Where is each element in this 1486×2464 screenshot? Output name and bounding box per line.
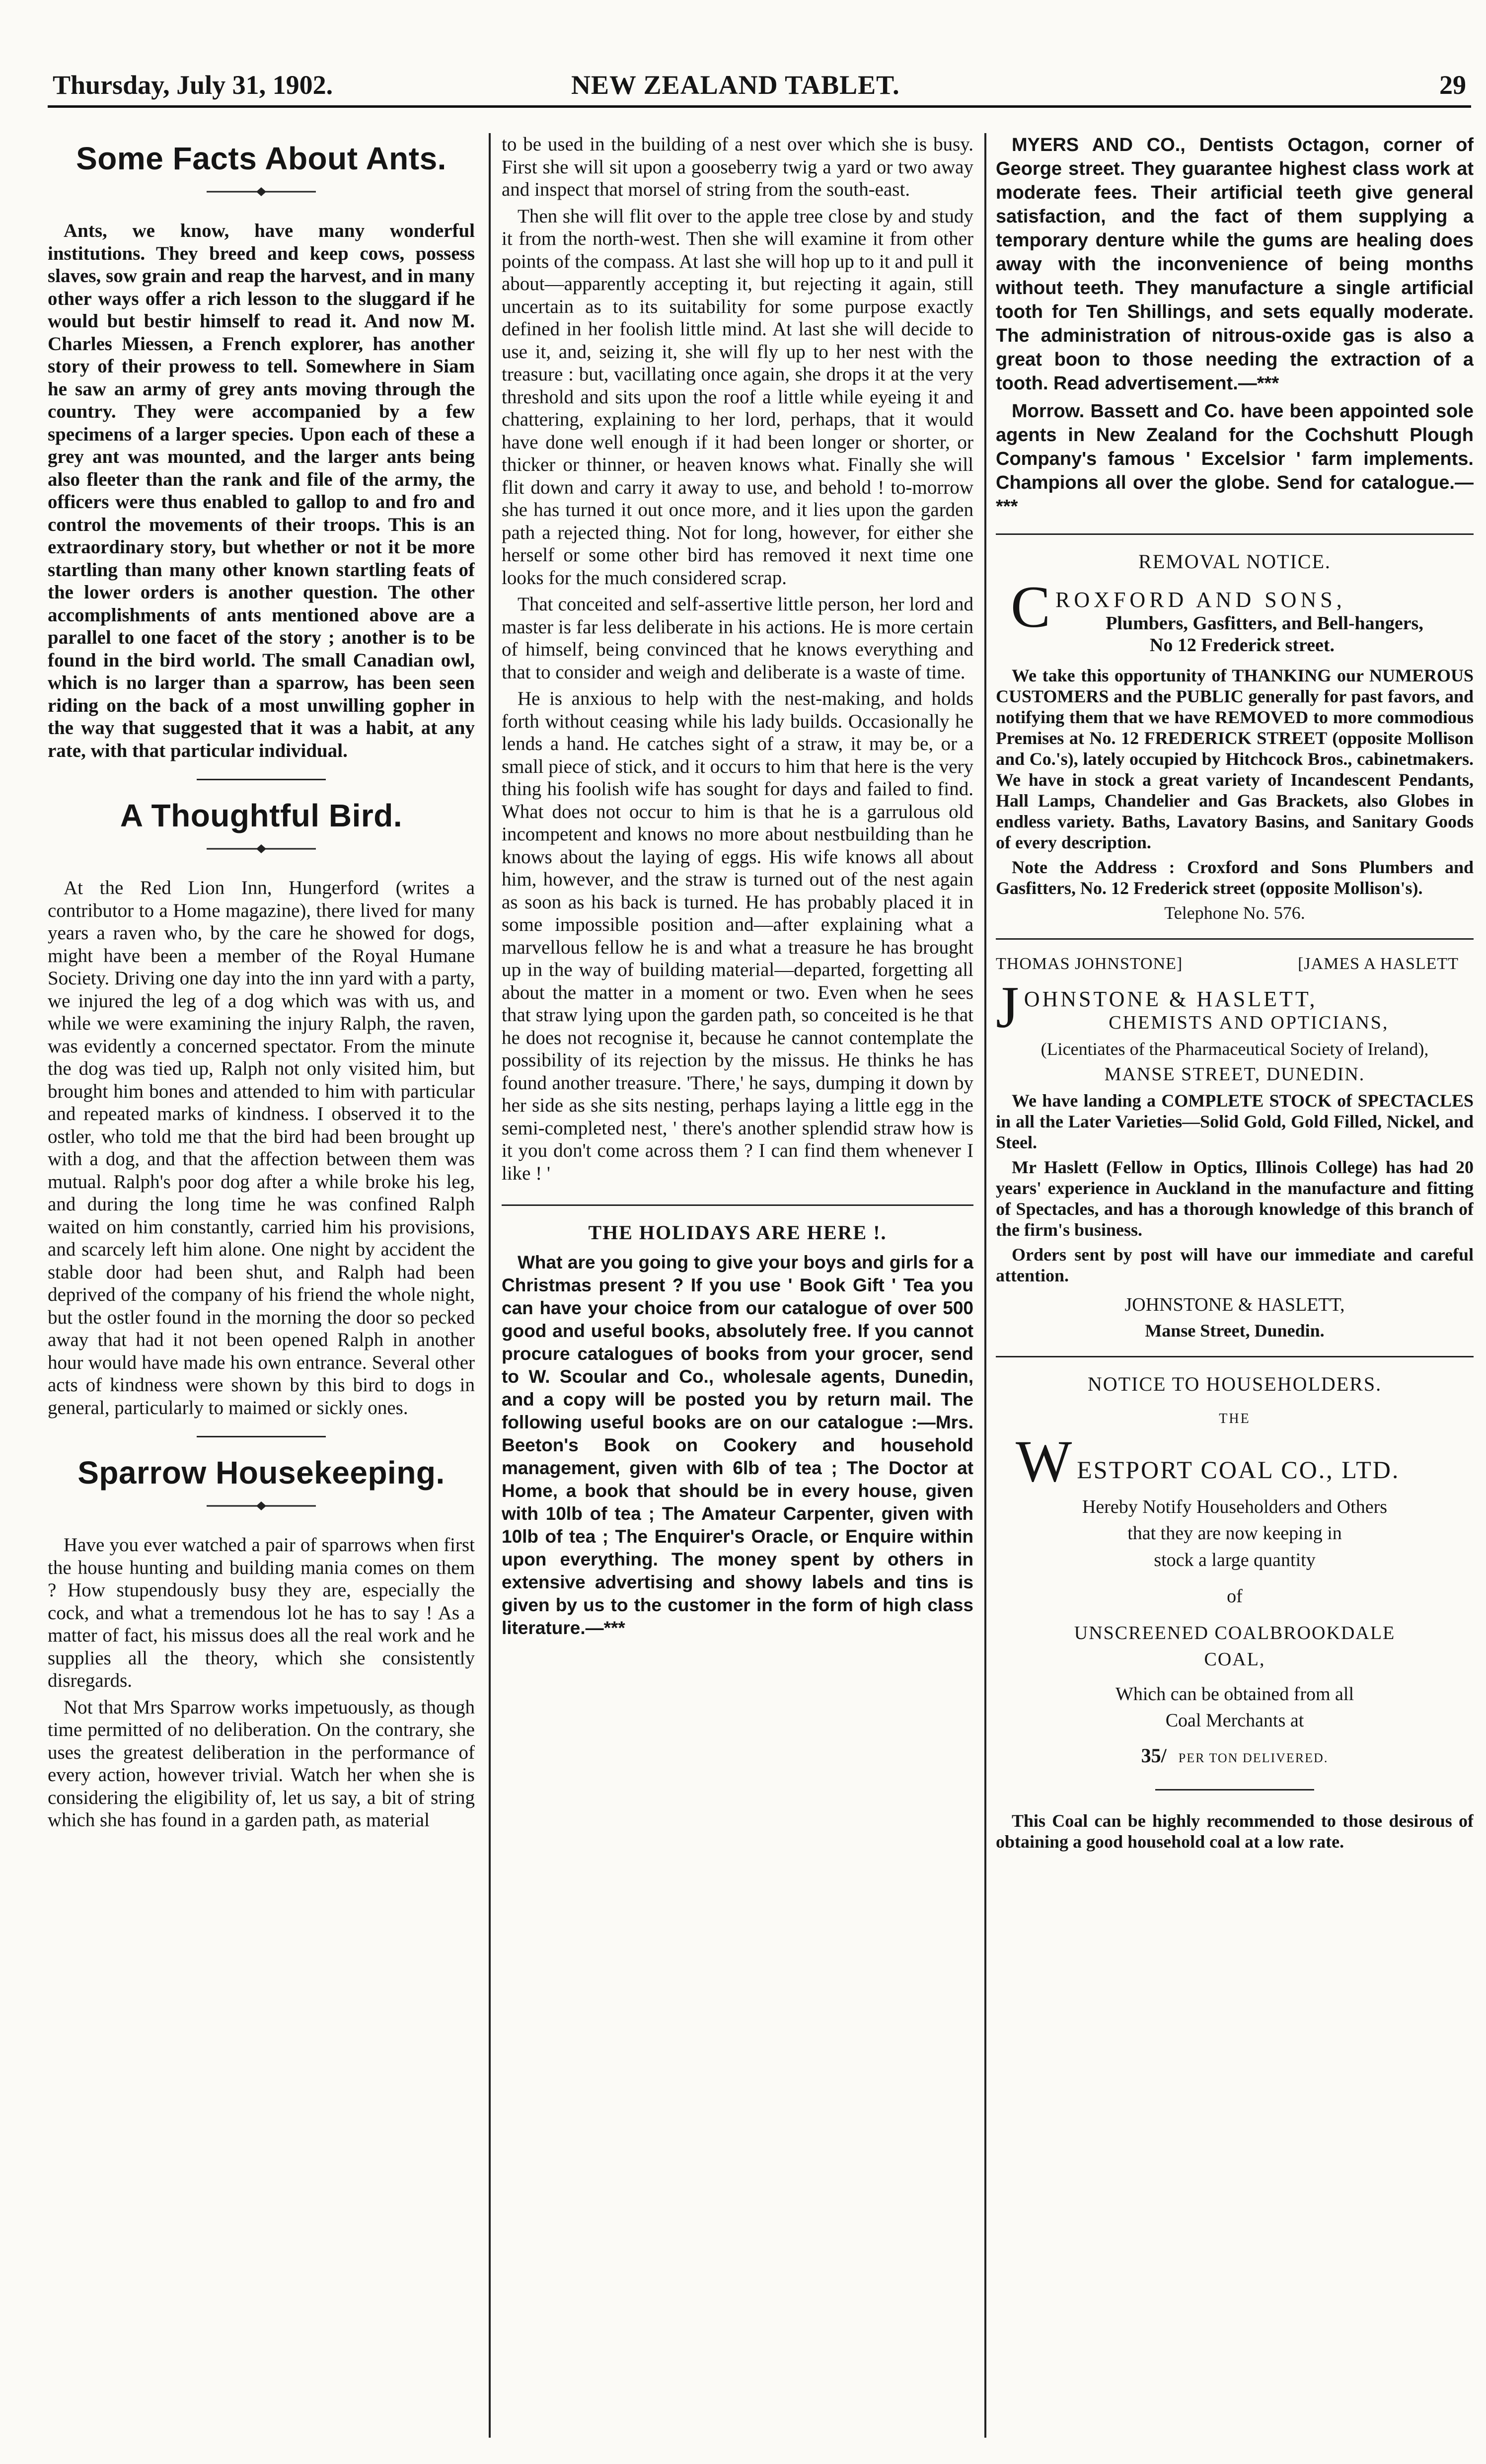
westport-line: Coal Merchants at (1165, 1710, 1304, 1731)
johnstone-names (996, 955, 1474, 977)
removal-title: REMOVAL NOTICE. (1138, 550, 1331, 573)
morrow-paragraph: Morrow. Bassett and Co. have been appointed sole agents in New Zealand for the Cochshutt Plough Company's famous ' Excelsior ' farm implements. Champions all over the globe. Send for catalogue.—*** (996, 401, 1474, 517)
bird-paragraph: At the Red Lion Inn, Hungerford (writes a contributor to a Home magazine), there lived for many years a raven who, by the care he showed for dogs, might have been a member of the Royal Humane Society. Driving one day into the inn yard with a party, we injured the leg of a dog which was with us, and while we were examining the injury Ralph, the raven, was evidently a concerned spectator. From the minute the dog was tied up, Ralph not only visited him, but brought him bones and attended to him with particular and repeated marks of kindness. I observed it to the ostler, who told me that the bird had been brought up with a dog, and that the affection between them was mutual. Ralph's poor dog after a while broke his leg, and during the long time he was confined Ralph waited on him constantly, carried him his provisions, and scarcely left him alone. One night by accident the stable door had been shut, and Ralph had been deprived of the company of his friend the whole night, but the ostler found in the morning the door so pecked away that had it not been opened Ralph in another hour would have made his own entrance. Several other acts of kindness were shown by this bird to dogs in general, particularly to maimed or sickly ones. (48, 877, 475, 1419)
johnstone-firm: OHNSTONE & HASLETT, (1024, 987, 1318, 1011)
ants-paragraph: Ants, we know, have many wonderful institutions. They breed and keep cows, possess slaves, sow grain and reap the harvest, and in many other ways offer a rich lesson to the sluggard if he would but bestir himself to read it. And now M. Charles Miessen, a French explorer, has another story of their prowess to tell. Somewhere in Siam he saw an army of grey ants moving through the country. They were accompanied by a few specimens of a larger species. Upon each of these a grey ant was mounted, and the larger ants being also fleeter than the rank and file of the army, the officers were thus enabled to gallop to and fro and control the movements of their troops. This is an extraordinary story, but whether or not it be more startling than many other known startling feats of the lower orders is another question. The other accomplishments of ants mentioned above are a parallel to one facet of the story ; another is to be found in the bird world. The small Canadian owl, which is no larger than a sparrow, has been seen riding on the back of a most unwilling gopher in the way that suggested that it was a habit, at any rate, with that particular individual. (48, 220, 475, 761)
sparrow-paragraph: Then she will flit over to the apple tree close by and study it from the north-west. Then she will examine it from other points of the compass. At last she will hop up to it and pull it about—apparently accepting it, but rejecting it again, still uncertain as to its suitability for some purpose exactly defined in her foolish little mind. At last she will decide to use it, and, seizing it, she will fly up to her nest with the treasure : but, vacillating once again, she drops it at the very threshold and sits upon the roof a little while eyeing it and chattering, explaining to her lord, perhaps, that it would have done well enough if it had been longer or shorter, or thicker or thinner, or heaven knows what. Finally she will flit down and carry it away to use, and behold ! to-morrow she has turned it out once more, and it lies upon the garden path a rejected thing. Not for long, however, for either she herself or some other bird has removed it next time one looks for the much considered scrap. (502, 205, 973, 589)
westport-line: that they are now keeping in (1127, 1523, 1342, 1544)
ants-heading: Some Facts About Ants. (76, 141, 446, 176)
westport-line: Hereby Notify Householders and Others (1082, 1496, 1388, 1517)
johnstone-licence: (Licentiates of the Pharmaceutical Society of Ireland), (1040, 1039, 1429, 1059)
myers-paragraph: MYERS AND CO., Dentists Octagon, corner of George street. They guarantee highest class work at moderate fees. Their artificial teeth give general satisfaction, and the fact of them supplying a temporary denture while the gums are healing does away with the inconvenience of being months without teeth. They manufacture a single artificial tooth for Ten Shillings, and sets equally moderate. The administration of nitrous-oxide gas is also a great boon to those needing the extraction of a tooth. Read advertisement.—*** (996, 135, 1474, 394)
westport-closing: This Coal can be highly recommended to those desirous of obtaining a good household coal at a low rate. (996, 1811, 1474, 1852)
removal-note: Note the Address : Croxford and Sons Plumbers and Gasfitters, No. 12 Frederick street (opposite Mollison's). (996, 857, 1474, 898)
section-rule (502, 1204, 973, 1206)
johnstone-body: Mr Haslett (Fellow in Optics, Illinois College) has had 20 years' experience in Auckland in the manufacture and fitting of Spectacles, and has a thorough knowledge of this branch of the firm's business. (996, 1157, 1474, 1240)
holidays-paragraph: What are you going to give your boys and girls for a Christmas present ? If you use ' Book Gift ' Tea you can have your choice from our catalogue of over 500 good and useful books, absolutely free. If you cannot procure catalogues of books from your grocer, send to W. Scoular and Co., wholesale agents, Dunedin, and a copy will be posted you by return mail. The following useful books are on our catalogue :—Mrs. Beeton's Book on Cookery and household management, given with 6lb of tea ; The Doctor at Home, a book that should be in every house, given with 10lb of tea ; The Amateur Carpenter, given with 10lb of tea ; The Enquirer's Oracle, or Enquire within upon everything. The money spent by others in extensive advertising and showy labels and tins is given by us to the customer in the form of high class literature.—*** (502, 1252, 973, 1638)
column-2 (502, 133, 973, 2438)
johnstone-name-left: THOMAS JOHNSTONE] (996, 955, 1183, 973)
sparrow-paragraph: Have you ever watched a pair of sparrows when first the house hunting and building mania comes on them ? How stupendously busy they are, especially the cock, and what a tremendous lot he has to say ! As a matter of fact, his missus does all the real work and he supplies all the theory, which she consistently disregards. (48, 1534, 475, 1691)
johnstone-body: We have landing a COMPLETE STOCK of SPECTACLES in all the Later Varieties—Solid Gold, Gold Filled, Nickel, and Steel. (996, 1090, 1474, 1152)
sparrow-heading: Sparrow Housekeeping. (77, 1455, 445, 1491)
westport-price-note: PER TON DELIVERED. (1178, 1750, 1329, 1765)
section-rule (1155, 1789, 1314, 1791)
johnstone-street: MANSE STREET, DUNEDIN. (1104, 1064, 1365, 1085)
page-number: 29 (1439, 70, 1466, 100)
westport-coal: UNSCREENED COALBROOKDALE (1074, 1622, 1396, 1643)
johnstone-sign: JOHNSTONE & HASLETT, (1124, 1294, 1345, 1315)
sparrow-paragraph: That conceited and self-assertive little person, her lord and master is far less deliberate in his actions. He is more certain of himself, being convinced that he knows everything and that to consider and weigh and deliberate is a waste of time. (502, 594, 973, 683)
westport-price-line (996, 1744, 1474, 1770)
westport-price: 35/ (1141, 1744, 1167, 1767)
westport-title: NOTICE TO HOUSEHOLDERS. (1087, 1373, 1382, 1395)
column-divider (984, 133, 986, 2438)
westport-of: of (1227, 1586, 1243, 1607)
croxford-dropcap: C (1011, 580, 1051, 640)
sparrow-paragraph: Not that Mrs Sparrow works impetuously, as though time permitted of no deliberation. On the contrary, she uses the greatest deliberation in the performance of every action, however trivial. Watch her when she is considering the eligibility of, let us say, a bit of string which she has found in a garden path, as material (48, 1696, 475, 1831)
westport-dropcap: W (1016, 1434, 1072, 1486)
newspaper-title: NEW ZEALAND TABLET. (571, 70, 900, 100)
westport-the: THE (1219, 1411, 1251, 1426)
johnstone-trade: CHEMISTS AND OPTICIANS, (1109, 1012, 1389, 1033)
column-1 (48, 133, 475, 2438)
column-3 (996, 133, 1474, 2438)
sparrow-paragraph: He is anxious to help with the nest-making, and holds forth without ceasing while his lady builds. Occasionally he lends a hand. He catches sight of a straw, it may be, or a small piece of stick, and it occurs to him that here is the very thing his foolish wife has sought for days and failed to find. What does not occur to him is that he is a garrulous old incompetent and knows no more about nestbuilding than he knows about the laying of eggs. His wife knows all about him, however, and the straw is turned out of the nest again as soon as his back is turned. He has probably placed it in some impossible position and—after explaining what a marvellous fellow he is and what a treasure he has brought up in the way of building material—departed, forgetting all about the matter in a moment or two. Even when he sees that straw lying upon the garden path, so conceited is he that he does not recognise it, because he cannot contemplate the possibility of its rejection by the missus. He thinks he has found another treasure. 'There,' he says, dumping it down by her side as she sits nesting, perhaps laying a little egg in the semi-completed nest, ' there's another splendid straw how is it you don't come across them ? I can find them whenever I like ! ' (502, 688, 973, 1184)
croxford-firm: ROXFORD AND SONS, (1055, 588, 1346, 612)
section-rule (996, 1356, 1474, 1357)
section-rule (197, 779, 326, 780)
croxford-address: No 12 Frederick street. (1149, 635, 1335, 656)
bird-heading: A Thoughtful Bird. (120, 798, 403, 833)
issue-date: Thursday, July 31, 1902. (53, 70, 333, 100)
masthead (49, 59, 1470, 98)
johnstone-dropcap: J (996, 980, 1019, 1034)
section-rule (197, 1436, 326, 1437)
westport-block (1016, 1434, 1474, 1486)
croxford-trade: Plumbers, Gasfitters, and Bell-hangers, (1106, 613, 1423, 634)
johnstone-sign-address: Manse Street, Dunedin. (1145, 1321, 1325, 1341)
removal-telephone: Telephone No. 576. (1164, 903, 1305, 923)
section-rule (996, 533, 1474, 535)
westport-coal: COAL, (1204, 1649, 1265, 1670)
croxford-block (1011, 580, 1474, 656)
ornament-divider (197, 843, 326, 855)
holidays-heading: THE HOLIDAYS ARE HERE !. (588, 1221, 887, 1244)
masthead-rule (48, 105, 1471, 108)
ornament-divider (197, 1500, 326, 1512)
column-divider (489, 133, 491, 2438)
westport-line: stock a large quantity (1154, 1549, 1316, 1570)
westport-firm: ESTPORT COAL CO., LTD. (1077, 1455, 1400, 1484)
johnstone-block (996, 980, 1474, 1034)
westport-line: Which can be obtained from all (1115, 1683, 1354, 1705)
section-rule (996, 938, 1474, 940)
johnstone-body: Orders sent by post will have our immediate and careful attention. (996, 1244, 1474, 1285)
ornament-divider (197, 186, 326, 198)
johnstone-name-right: [JAMES A HASLETT (1298, 955, 1459, 973)
removal-body: We take this opportunity of THANKING our NUMEROUS CUSTOMERS and the PUBLIC generally for past favors, and notifying them that we have REMOVED to more commodious Premises at No. 12 FREDERICK STREET (opposite Mollison and Co.'s), lately occupied by Hitchcock Bros., cabinetmakers. We have in stock a great variety of Incandescent Pendants, Hall Lamps, Chandelier and Gas Brackets, also Globes in endless variety. Baths, Lavatory Basins, and Sanitary Goods of every description. (996, 666, 1474, 852)
sparrow-paragraph: to be used in the building of a nest over which she is busy. First she will sit upon a gooseberry twig a yard or two away and inspect that morsel of string from the south-east. (502, 134, 973, 200)
